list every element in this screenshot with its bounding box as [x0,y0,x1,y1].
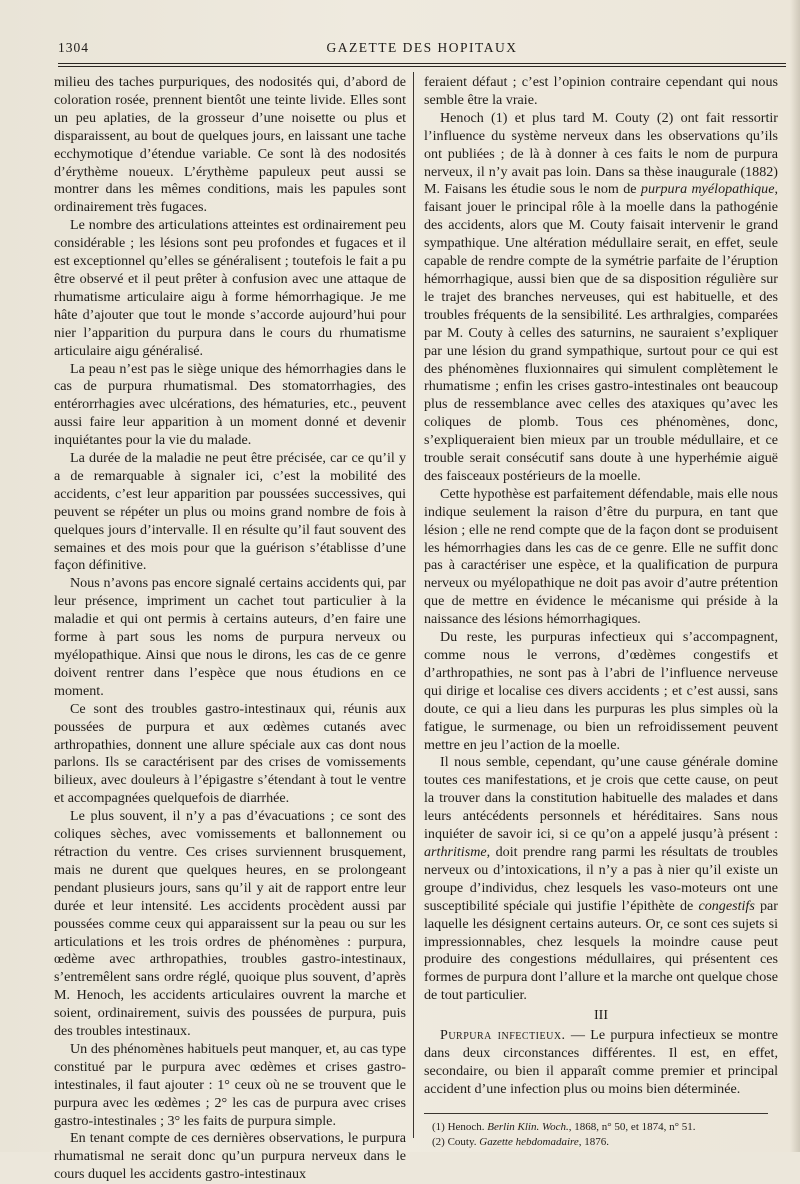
text-run: Henoch (1) et plus tard M. Couty (2) ont fait ressortir l’influence du système nerveux dans les observations qu’ils ont publiées ; de là à donner à ces faits le nom de purpura nerveux, il n’y avait pas loin. Dans sa thèse inaugurale (1882) M. Faisans les étudie sous le nom de [424,109,778,198]
footnotes [424,1120,778,1150]
text-run: par laquelle les désignent certains auteurs. Or, ce sont ces sujets si impressionnables, chez lesquels la moindre cause peut produire des congestions médullaires, qui présentent ces formes de purpura dont l’allure et la marche ont quelque chose de tout particulier. [424,897,778,1004]
paragraph: Ce sont des troubles gastro-intestinaux qui, réunis aux poussées de purpura et aux œdèmes cutanés avec arthropathies, donnent une allure spéciale aux cas dont nous parlons. Ils se caractérisent par des crises de vomissements bilieux, avec douleurs à l’épigastre s’étendant à tout le ventre et accompagnées quelquefois de diarrhée. [54,700,406,807]
section-heading: III [594,1008,608,1024]
section-lead: Purpura infectieux. [440,1027,566,1044]
footnote-rule [424,1113,768,1114]
text-run: (2) Couty. [432,1135,480,1148]
header-rule-double [58,66,786,67]
page-edge-shadow [790,0,800,1152]
paragraph: La peau n’est pas le siège unique des hémorrhagies dans le cas de purpura rhumatismal. Des stomatorrhagies, des entérorrhagies avec ulcérations, des hématuries, etc., peuvent aussi faire leur apparition à un moment donné et devenir inquiétantes pour la vie du malade. [54,360,406,449]
paragraph: La durée de la maladie ne peut être précisée, car ce qu’il y a de remarquable à signaler ici, c’est la mobilité des accidents, c’est leur apparition par poussées successives, qui peuvent se répéter un plus ou moins grand nombre de fois à quelques jours d’intervalle. Il en résulte qu’il faut souvent des semaines et des mois pour que la guérison s’établisse d’une façon définitive. [54,450,406,574]
left-column [54,74,406,1184]
italic-term: congestifs [698,897,755,914]
column-divider [413,72,414,1138]
text-run: , 1868, n° 50, et 1874, n° 51. [568,1120,696,1133]
right-column [424,74,778,1150]
footnote [432,1120,778,1135]
text-run: , 1876. [578,1135,610,1148]
paragraph: Un des phénomènes habituels peut manquer, et, au cas type constitué par le purpura avec œdèmes et crises gastro-intestinales, il faut ajouter : 1° ceux où ne se trouvent que le purpura avec les œdèmes ; 2° les cas de purpura avec crises gastro-intestinales ; 3° les faits de purpura simple. [54,1040,406,1129]
header-rule [58,63,786,64]
text-run: (1) Henoch. [432,1120,488,1133]
page-header [58,40,786,60]
text-run: Il nous semble, cependant, qu’une cause générale domine toutes ces manifestations, et je crois que cette cause, on peut la trouver dans la constitution habituelle des malades et dans leurs antécédents personnels et héréditaires. Sans nous inquiéter de savoir ici, si ce qu’on a appelé jusqu’à présent : [424,754,778,843]
paragraph: Le nombre des articulations atteintes est ordinairement peu considérable ; les lésions sont peu profondes et fugaces et il est exceptionnel qu’elles se généralisent ; toutefois le fait a pu être observé et il peut prêter à confusion avec une attaque de rhumatisme articulaire aigu à forme hémorrhagique. Je me hâte d’ajouter que tout le monde s’accorde aujourd’hui pour nier l’apparition du purpura dans le cours du rhumatisme articulaire aigu généralisé. [54,217,406,359]
paragraph [424,754,778,1005]
footnote [432,1135,778,1150]
paragraph: Nous n’avons pas encore signalé certains accidents qui, par leur présence, impriment un cachet tout particulier à la maladie et qui ont permis à certains auteurs, d’en faire une forme à part sous les noms de purpura nerveux ou myélopathique. Ainsi que nous le dirons, les cas de ce genre doivent rentrer dans l’espèce que nous étudions en ce moment. [54,575,406,699]
italic-term: arthritisme [424,843,487,860]
italic-term: Gazette hebdomadaire [479,1135,579,1148]
text-run: — Le purpura infectieux se montre dans deux circonstances différentes. Il est, en effet, secondaire, ou bien il apparaît comme premier et principal accident d’une infection plus ou moins bien déterminée. [424,1027,779,1097]
paragraph: Du reste, les purpuras infectieux qui s’accompagnent, comme nous le verrons, d’œdèmes congestifs et d’arthropathies, ne sont pas à l’abri de l’influence nerveuse qui dirige et localise ces divers accidents ; et c’est aussi, sans doute, ce qui a lieu dans les purpuras les plus simples où la fatigue, le surmenage, ou bien un refroidissement peuvent mettre en jeu l’action de la moelle. [424,629,778,753]
paragraph: feraient défaut ; c’est l’opinion contraire cependant qui nous semble être la vraie. [424,74,778,108]
page-number: 1304 [58,40,89,55]
paragraph: Cette hypothèse est parfaitement défendable, mais elle nous indique seulement la raison d’être du purpura, en tant que lésion ; elle ne rend compte que de la façon dont se produisent les hémorrhagies dans les cas de ce genre. Elle ne suffit donc pas à caractériser une espèce, et la qualification de purpura nerveux ou myélopathique ne doit pas avoir d’autre prétention que de mettre en évidence le mécanisme qui préside à la naissance des lésions hémorrhagiques. [424,485,778,628]
italic-term: Berlin Klin. Woch. [487,1120,569,1133]
text-run: , doit prendre rang parmi les résultats de troubles nerveux ou d’intoxications, il n’y a pas à nier qu’il existe un groupe d’individus, chez lesquels les vaso-moteurs ont une susceptibilité spéciale qui justifie l’épithète de [424,843,778,914]
journal-title: GAZETTE DES HOPITAUX [326,40,518,55]
paragraph: Le plus souvent, il n’y a pas d’évacuations ; ce sont des coliques sèches, avec vomissements et ballonnement ou rétraction du ventre. Ces crises surviennent brusquement, mais ne durent que quelques heures, en se prolongeant pendant plusieurs jours, sans qu’il y ait de rapport entre leur durée et leur intensité. Les accidents procèdent aussi par poussées comme ceux qui apparaissent sur la peau ou sur les articulations et les trois ordres de phénomènes : purpura, œdème avec arthropathies, troubles gastro-intestinaux, s’entremêlent sans ordre réglé, quoique plus souvent, d’après M. Henoch, les accidents articulaires ouvrent la marche et soient, ordinairement, suivis des poussées de purpura, puis des troubles intestinaux. [54,808,406,1040]
paragraph [424,110,778,486]
paragraph [424,1027,778,1099]
paragraph: En tenant compte de ces dernières observations, le purpura rhumatismal ne serait donc qu’un purpura nerveux dans le cours duquel les accidents gastro-intestinaux [54,1130,406,1183]
italic-term: purpura myélopathique [640,181,775,198]
paragraph: milieu des taches purpuriques, des nodosités qui, d’abord de coloration rosée, prennent bientôt une teinte livide. Elles sont un peu aplaties, de la grosseur d’une noisette ou plus et disparaissent, au bout de quelques jours, en laissant une tache ecchymotique d’étendue variable. Ce sont là des nodosités d’érythème noueux. L’érythème papuleux peut aussi se montrer dans les mêmes conditions, mais les papules sont ordinairement très fugaces. [54,74,406,216]
text-run: , faisant jouer le principal rôle à la moelle dans la pathogénie des accidents, alors que M. Couty faisait intervenir le grand sympathique. Une altération médullaire serait, en effet, seule capable de rendre compte de la symétrie parfaite de l’éruption hémorrhagique, aussi bien que de sa disposition régulière sur le trajet des branches nerveuses, qui est habituelle, et des troubles fréquents de la sensibilité. Les arthralgies, comparées par M. Couty à celles des saturnins, ne sauraient s’expliquer par une lésion du grand sympathique, surtout pour ce qui est des phénomènes fluxionnaires qui simulent complètement le rhumatisme ; enfin les crises gastro-intestinales ont beaucoup plus de ressemblance avec celles des ataxiques qu’avec les coliques de plomb. Tous ces phénomènes, donc, s’expliqueraient bien mieux par un trouble médullaire, et ce trouble serait consécutif sans doute à une hyperhémie aiguë des faisceaux postérieurs de la moelle. [424,181,778,484]
